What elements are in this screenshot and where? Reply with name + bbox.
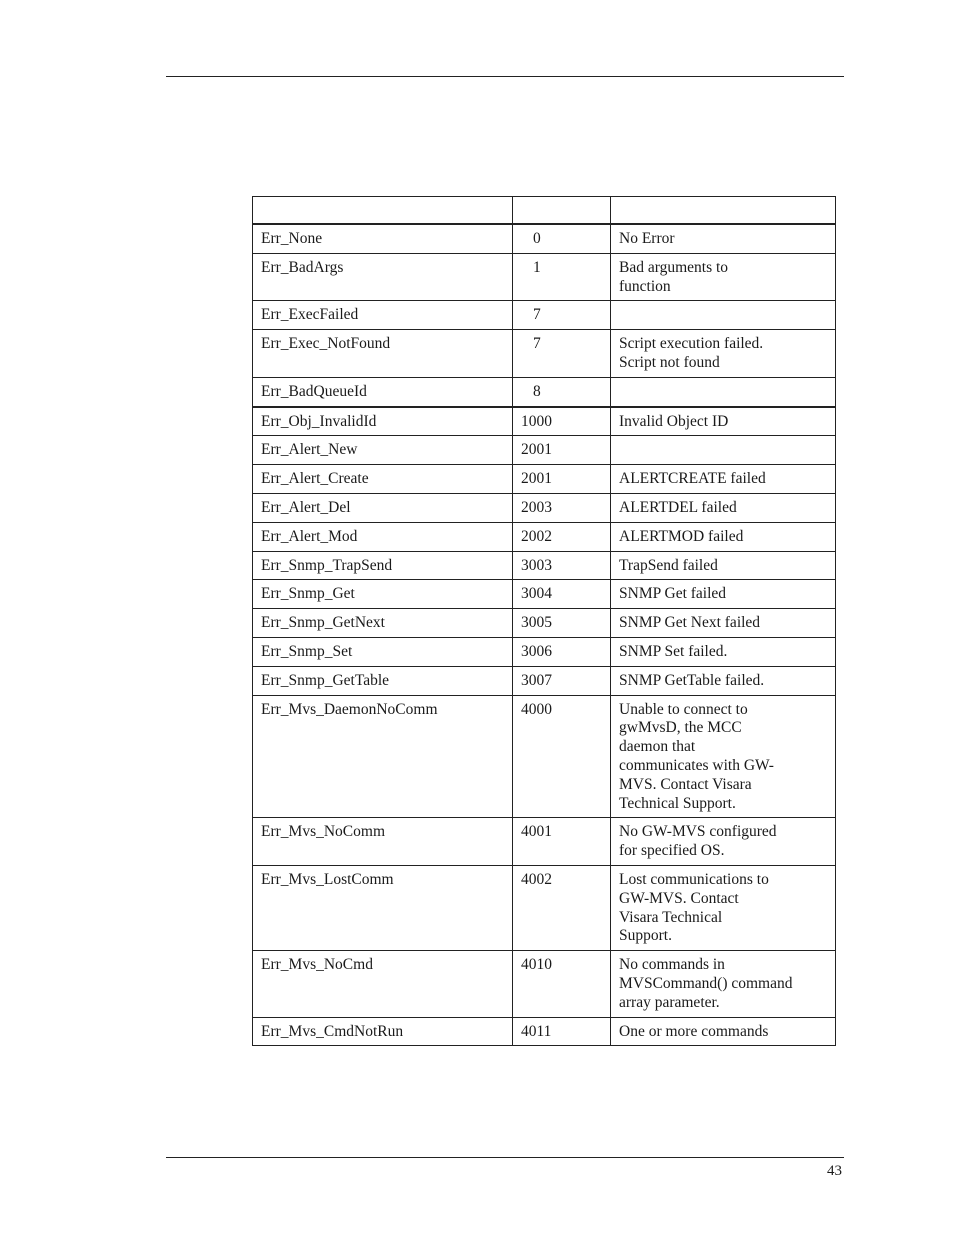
- error-code-cell: 2001: [513, 465, 611, 494]
- error-code-cell: 3004: [513, 580, 611, 609]
- error-name-cell: Err_None: [253, 224, 513, 253]
- error-code-cell: 8: [513, 377, 611, 406]
- error-name-cell: Err_Snmp_Set: [253, 637, 513, 666]
- table-row: [253, 465, 836, 494]
- table-row: [253, 637, 836, 666]
- error-name-cell: Err_Mvs_NoComm: [253, 818, 513, 866]
- error-name-cell: Err_Alert_Mod: [253, 522, 513, 551]
- table-row: [253, 436, 836, 465]
- error-description-cell: TrapSend failed: [611, 551, 836, 580]
- error-name-cell: Err_Snmp_GetNext: [253, 609, 513, 638]
- error-description-cell: Bad arguments to function: [611, 253, 836, 301]
- error-description-cell: Unable to connect to gwMvsD, the MCC daemon that communicates with GW- MVS. Contact Visara Technical Support.: [611, 695, 836, 818]
- table-row: [253, 695, 836, 818]
- error-code-cell: 2003: [513, 493, 611, 522]
- table-row: [253, 407, 836, 436]
- error-description-cell: ALERTDEL failed: [611, 493, 836, 522]
- table-row: [253, 301, 836, 330]
- error-code-cell: 0: [513, 224, 611, 253]
- error-code-cell: 1: [513, 253, 611, 301]
- error-code-cell: 4002: [513, 865, 611, 950]
- table-row: [253, 1017, 836, 1046]
- error-name-cell: Err_Snmp_TrapSend: [253, 551, 513, 580]
- table-header-row: [253, 197, 836, 225]
- table-row: [253, 253, 836, 301]
- table-row: [253, 522, 836, 551]
- table-row: [253, 666, 836, 695]
- error-description-cell: SNMP Get failed: [611, 580, 836, 609]
- error-description-cell: SNMP Get Next failed: [611, 609, 836, 638]
- error-code-cell: 3003: [513, 551, 611, 580]
- error-description-cell: ALERTCREATE failed: [611, 465, 836, 494]
- error-code-cell: 4011: [513, 1017, 611, 1046]
- error-code-cell: 4010: [513, 951, 611, 1017]
- error-name-cell: Err_Alert_New: [253, 436, 513, 465]
- header-cell-code: [513, 197, 611, 225]
- error-description-cell: Lost communications to GW-MVS. Contact Visara Technical Support.: [611, 865, 836, 950]
- table-row: [253, 865, 836, 950]
- error-description-cell: SNMP Set failed.: [611, 637, 836, 666]
- table-row: [253, 609, 836, 638]
- header-rule: [166, 76, 844, 77]
- error-code-cell: 3006: [513, 637, 611, 666]
- error-code-cell: 2002: [513, 522, 611, 551]
- error-code-cell: 4000: [513, 695, 611, 818]
- error-description-cell: Script execution failed. Script not found: [611, 330, 836, 378]
- table-row: [253, 493, 836, 522]
- error-code-cell: 2001: [513, 436, 611, 465]
- error-name-cell: Err_Exec_NotFound: [253, 330, 513, 378]
- error-name-cell: Err_BadQueueId: [253, 377, 513, 406]
- table-row: [253, 377, 836, 406]
- error-name-cell: Err_Mvs_DaemonNoComm: [253, 695, 513, 818]
- footer-rule: [166, 1157, 844, 1158]
- error-description-cell: [611, 377, 836, 406]
- error-name-cell: Err_Mvs_NoCmd: [253, 951, 513, 1017]
- error-code-cell: 3007: [513, 666, 611, 695]
- error-name-cell: Err_Mvs_LostComm: [253, 865, 513, 950]
- error-code-cell: 4001: [513, 818, 611, 866]
- table-row: [253, 951, 836, 1017]
- error-description-cell: SNMP GetTable failed.: [611, 666, 836, 695]
- error-description-cell: Invalid Object ID: [611, 407, 836, 436]
- error-description-cell: [611, 436, 836, 465]
- error-code-cell: 7: [513, 301, 611, 330]
- error-code-table-body: [253, 197, 836, 1046]
- error-name-cell: Err_Mvs_CmdNotRun: [253, 1017, 513, 1046]
- error-name-cell: Err_BadArgs: [253, 253, 513, 301]
- error-description-cell: No GW-MVS configured for specified OS.: [611, 818, 836, 866]
- error-description-cell: ALERTMOD failed: [611, 522, 836, 551]
- table-row: [253, 818, 836, 866]
- error-description-cell: No commands in MVSCommand() command array parameter.: [611, 951, 836, 1017]
- error-name-cell: Err_Alert_Create: [253, 465, 513, 494]
- header-cell-description: [611, 197, 836, 225]
- error-name-cell: Err_Obj_InvalidId: [253, 407, 513, 436]
- table-row: [253, 551, 836, 580]
- error-name-cell: Err_Snmp_GetTable: [253, 666, 513, 695]
- page-number: 43: [827, 1163, 842, 1179]
- error-description-cell: No Error: [611, 224, 836, 253]
- header-cell-name: [253, 197, 513, 225]
- error-name-cell: Err_Snmp_Get: [253, 580, 513, 609]
- error-description-cell: One or more commands: [611, 1017, 836, 1046]
- error-code-cell: 7: [513, 330, 611, 378]
- error-code-table: [252, 196, 836, 1046]
- table-row: [253, 224, 836, 253]
- error-description-cell: [611, 301, 836, 330]
- table-row: [253, 330, 836, 378]
- error-name-cell: Err_Alert_Del: [253, 493, 513, 522]
- error-code-cell: 3005: [513, 609, 611, 638]
- error-name-cell: Err_ExecFailed: [253, 301, 513, 330]
- error-code-cell: 1000: [513, 407, 611, 436]
- table-row: [253, 580, 836, 609]
